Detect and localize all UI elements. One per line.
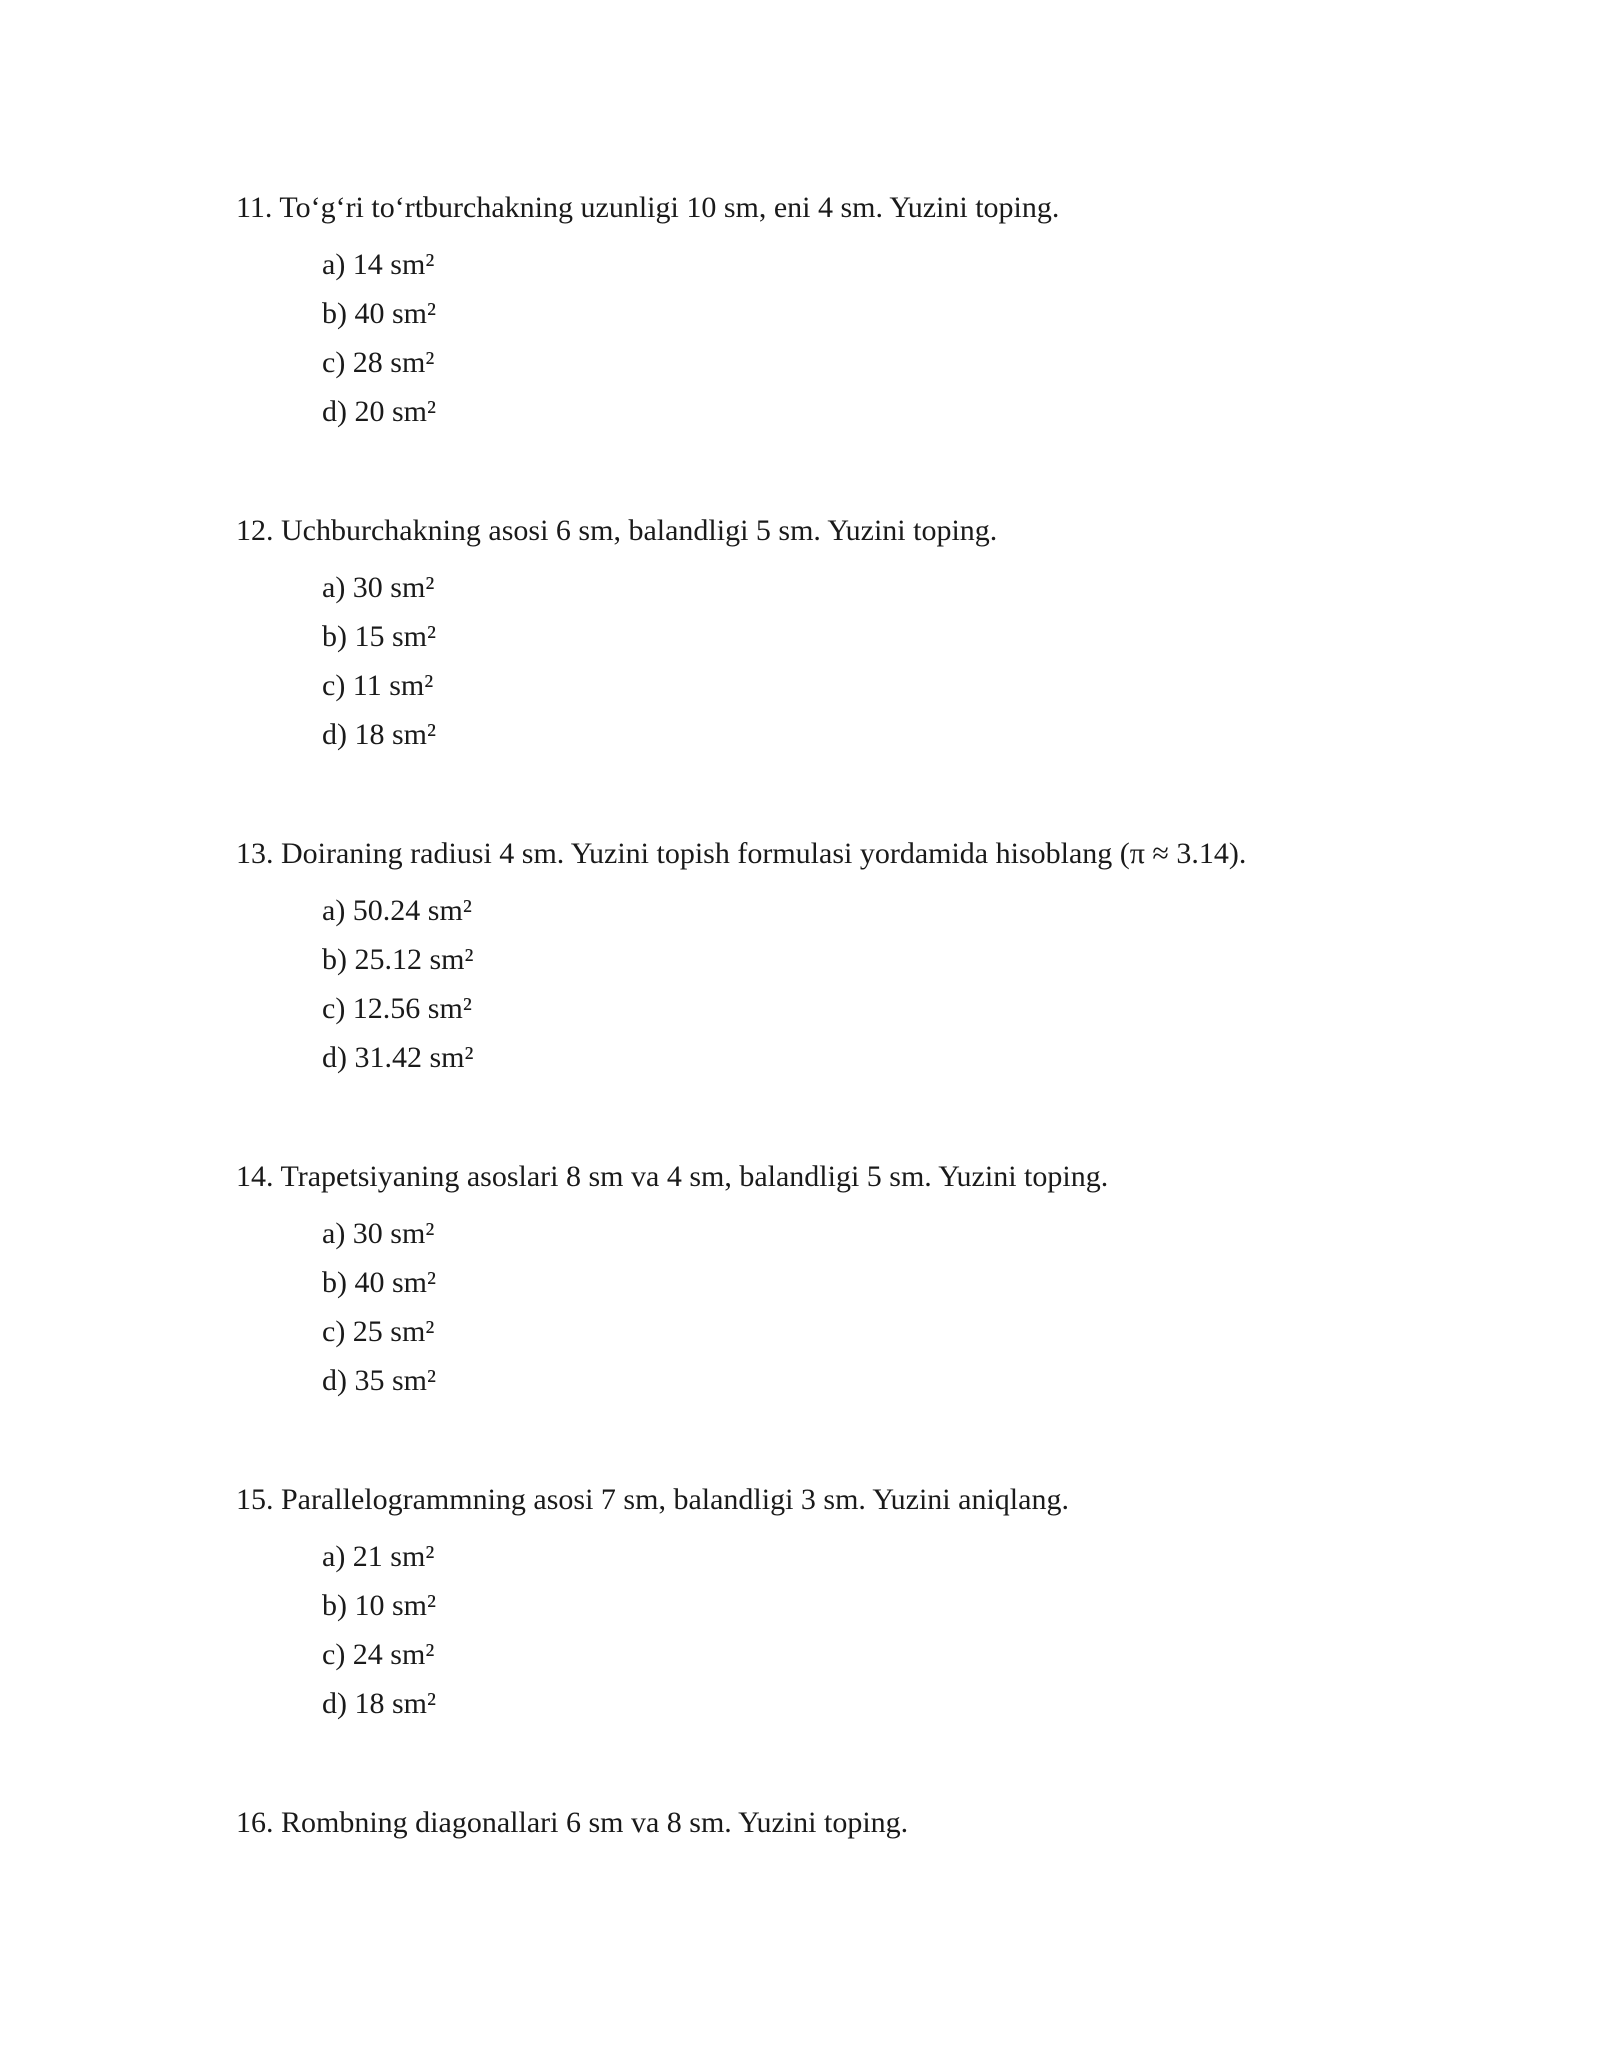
answer-option-a: a) 30 sm² — [322, 1217, 435, 1250]
question-number: 11. — [236, 191, 273, 224]
answer-option-b: b) 15 sm² — [322, 620, 436, 653]
question-body: Doiraning radiusi 4 sm. Yuzini topish formulasi yordamida hisoblang (π ≈ 3.14). — [281, 837, 1247, 870]
answer-option-d: d) 31.42 sm² — [322, 1041, 474, 1074]
answer-option-d: d) 18 sm² — [322, 1687, 436, 1720]
question-text — [236, 1159, 1436, 1195]
answer-option-b: b) 10 sm² — [322, 1589, 436, 1622]
answer-option-d: d) 18 sm² — [322, 718, 436, 751]
question-number: 13. — [236, 837, 274, 870]
question-11 — [236, 190, 1436, 443]
answer-options — [322, 247, 1436, 430]
question-number: 14. — [236, 1160, 274, 1193]
answer-option-a: a) 14 sm² — [322, 248, 435, 281]
question-16 — [236, 1805, 1436, 1841]
question-number: 15. — [236, 1483, 274, 1516]
question-number: 12. — [236, 514, 274, 547]
answer-option-c: c) 11 sm² — [322, 669, 434, 702]
question-number: 16. — [236, 1806, 274, 1839]
answer-options — [322, 1216, 1436, 1399]
answer-option-d: d) 35 sm² — [322, 1364, 436, 1397]
answer-option-a: a) 50.24 sm² — [322, 894, 472, 927]
answer-option-a: a) 30 sm² — [322, 571, 435, 604]
question-body: To‘g‘ri to‘rtburchakning uzunligi 10 sm, eni 4 sm. Yuzini toping. — [279, 191, 1060, 224]
question-text — [236, 836, 1436, 872]
answer-option-c: c) 25 sm² — [322, 1315, 435, 1348]
answer-options — [322, 1539, 1436, 1722]
answer-option-c: c) 28 sm² — [322, 346, 435, 379]
question-text — [236, 513, 1436, 549]
answer-option-c: c) 24 sm² — [322, 1638, 435, 1671]
answer-options — [322, 893, 1436, 1076]
answer-option-b: b) 25.12 sm² — [322, 943, 474, 976]
question-13 — [236, 836, 1436, 1089]
question-14 — [236, 1159, 1436, 1412]
question-body: Uchburchakning asosi 6 sm, balandligi 5 sm. Yuzini toping. — [281, 514, 998, 547]
question-text — [236, 1805, 1436, 1841]
question-body: Rombning diagonallari 6 sm va 8 sm. Yuzini toping. — [281, 1806, 909, 1839]
answer-options — [322, 570, 1436, 753]
question-text — [236, 1482, 1436, 1518]
question-body: Parallelogrammning asosi 7 sm, balandligi 3 sm. Yuzini aniqlang. — [281, 1483, 1069, 1516]
question-15 — [236, 1482, 1436, 1735]
answer-option-d: d) 20 sm² — [322, 395, 436, 428]
answer-option-a: a) 21 sm² — [322, 1540, 435, 1573]
answer-option-c: c) 12.56 sm² — [322, 992, 472, 1025]
answer-option-b: b) 40 sm² — [322, 1266, 436, 1299]
question-text — [236, 190, 1436, 226]
question-body: Trapetsiyaning asoslari 8 sm va 4 sm, balandligi 5 sm. Yuzini toping. — [280, 1160, 1109, 1193]
question-12 — [236, 513, 1436, 766]
answer-option-b: b) 40 sm² — [322, 297, 436, 330]
